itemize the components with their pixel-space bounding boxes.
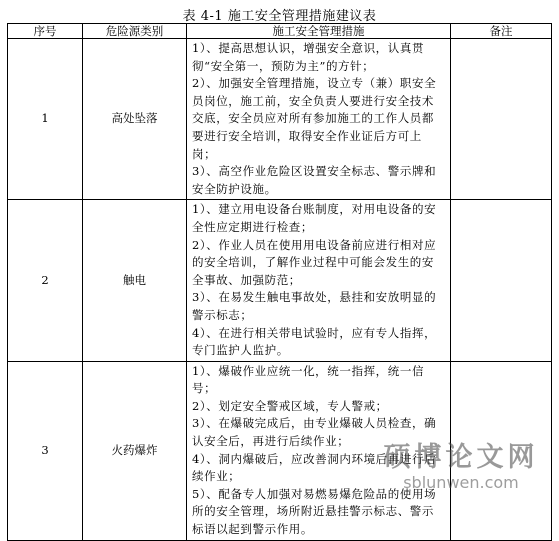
measure-item: 1）、提高思想认识，增强安全意识，认真贯彻“安全第一，预防为主”的方针； [192,41,425,73]
measure-item: 4）、在进行相关带电试验时，应有专人指挥，专门监护人监护。 [192,325,437,358]
measure-item: 3）、高空作业危险区设置安全标志、警示牌和安全防护设施。 [192,164,437,196]
header-category: 危险源类别 [83,24,187,39]
measure-item: 2）、划定安全警戒区域，专人警戒； [192,398,388,413]
table-row [8,200,552,361]
watermark-text: 硕博论文网 [383,442,539,473]
measure-item: 1）、建立用电设备台账制度，对用电设备的安全性应定期进行检查； [192,202,437,234]
measures-cell [187,200,451,361]
table-row [8,361,552,540]
note-cell [451,200,552,361]
watermark-url: sblunwen.com [403,473,519,492]
row-number: 1 [8,39,83,200]
note-cell [451,361,552,540]
measure-item: 2）、加强安全管理措施，设立专（兼）职安全员岗位，施工前，安全负责人要进行安全技术交底，安全员应对所有参加施工的工作人员都要进行安全培训，取得安全作业证后方可上岗； [192,76,437,161]
measure-item: 5）、配备专人加强对易燃易爆危险品的使用场所的安全管理，场所附近悬挂警示标志、警示标语以起到警示作用。 [192,486,437,537]
measure-item: 2）、作业人员在使用用电设备前应进行相对应的安全培训，了解作业过程中可能会发生的安全事故、加强防范； [192,237,437,287]
measure-item: 3）、在爆破完成后，由专业爆破人员检查，确认安全后，再进行后续作业； [192,416,437,449]
header-measures: 施工安全管理措施 [187,24,451,39]
measure-item: 4）、洞内爆破后，应改善洞内环境后再进行后续作业； [192,451,437,484]
table-caption: 表 4-1 施工安全管理措施建议表 [182,9,377,24]
measure-item: 3）、在易发生触电事故处，悬挂和安放明显的警示标志； [192,290,437,322]
measures-cell [187,361,451,540]
note-cell [451,39,552,200]
table-header-row [8,24,552,39]
header-note: 备注 [451,24,552,39]
table-row [8,39,552,200]
safety-measures-table [7,23,552,541]
header-no: 序号 [8,24,83,39]
measure-item: 1）、爆破作业应统一化，统一指挥，统一信号； [192,363,425,396]
row-number: 2 [8,200,83,361]
measures-cell [187,39,451,200]
row-number: 3 [8,361,83,540]
hazard-category: 火药爆炸 [83,361,187,540]
hazard-category: 高处坠落 [83,39,187,200]
hazard-category: 触电 [83,200,187,361]
